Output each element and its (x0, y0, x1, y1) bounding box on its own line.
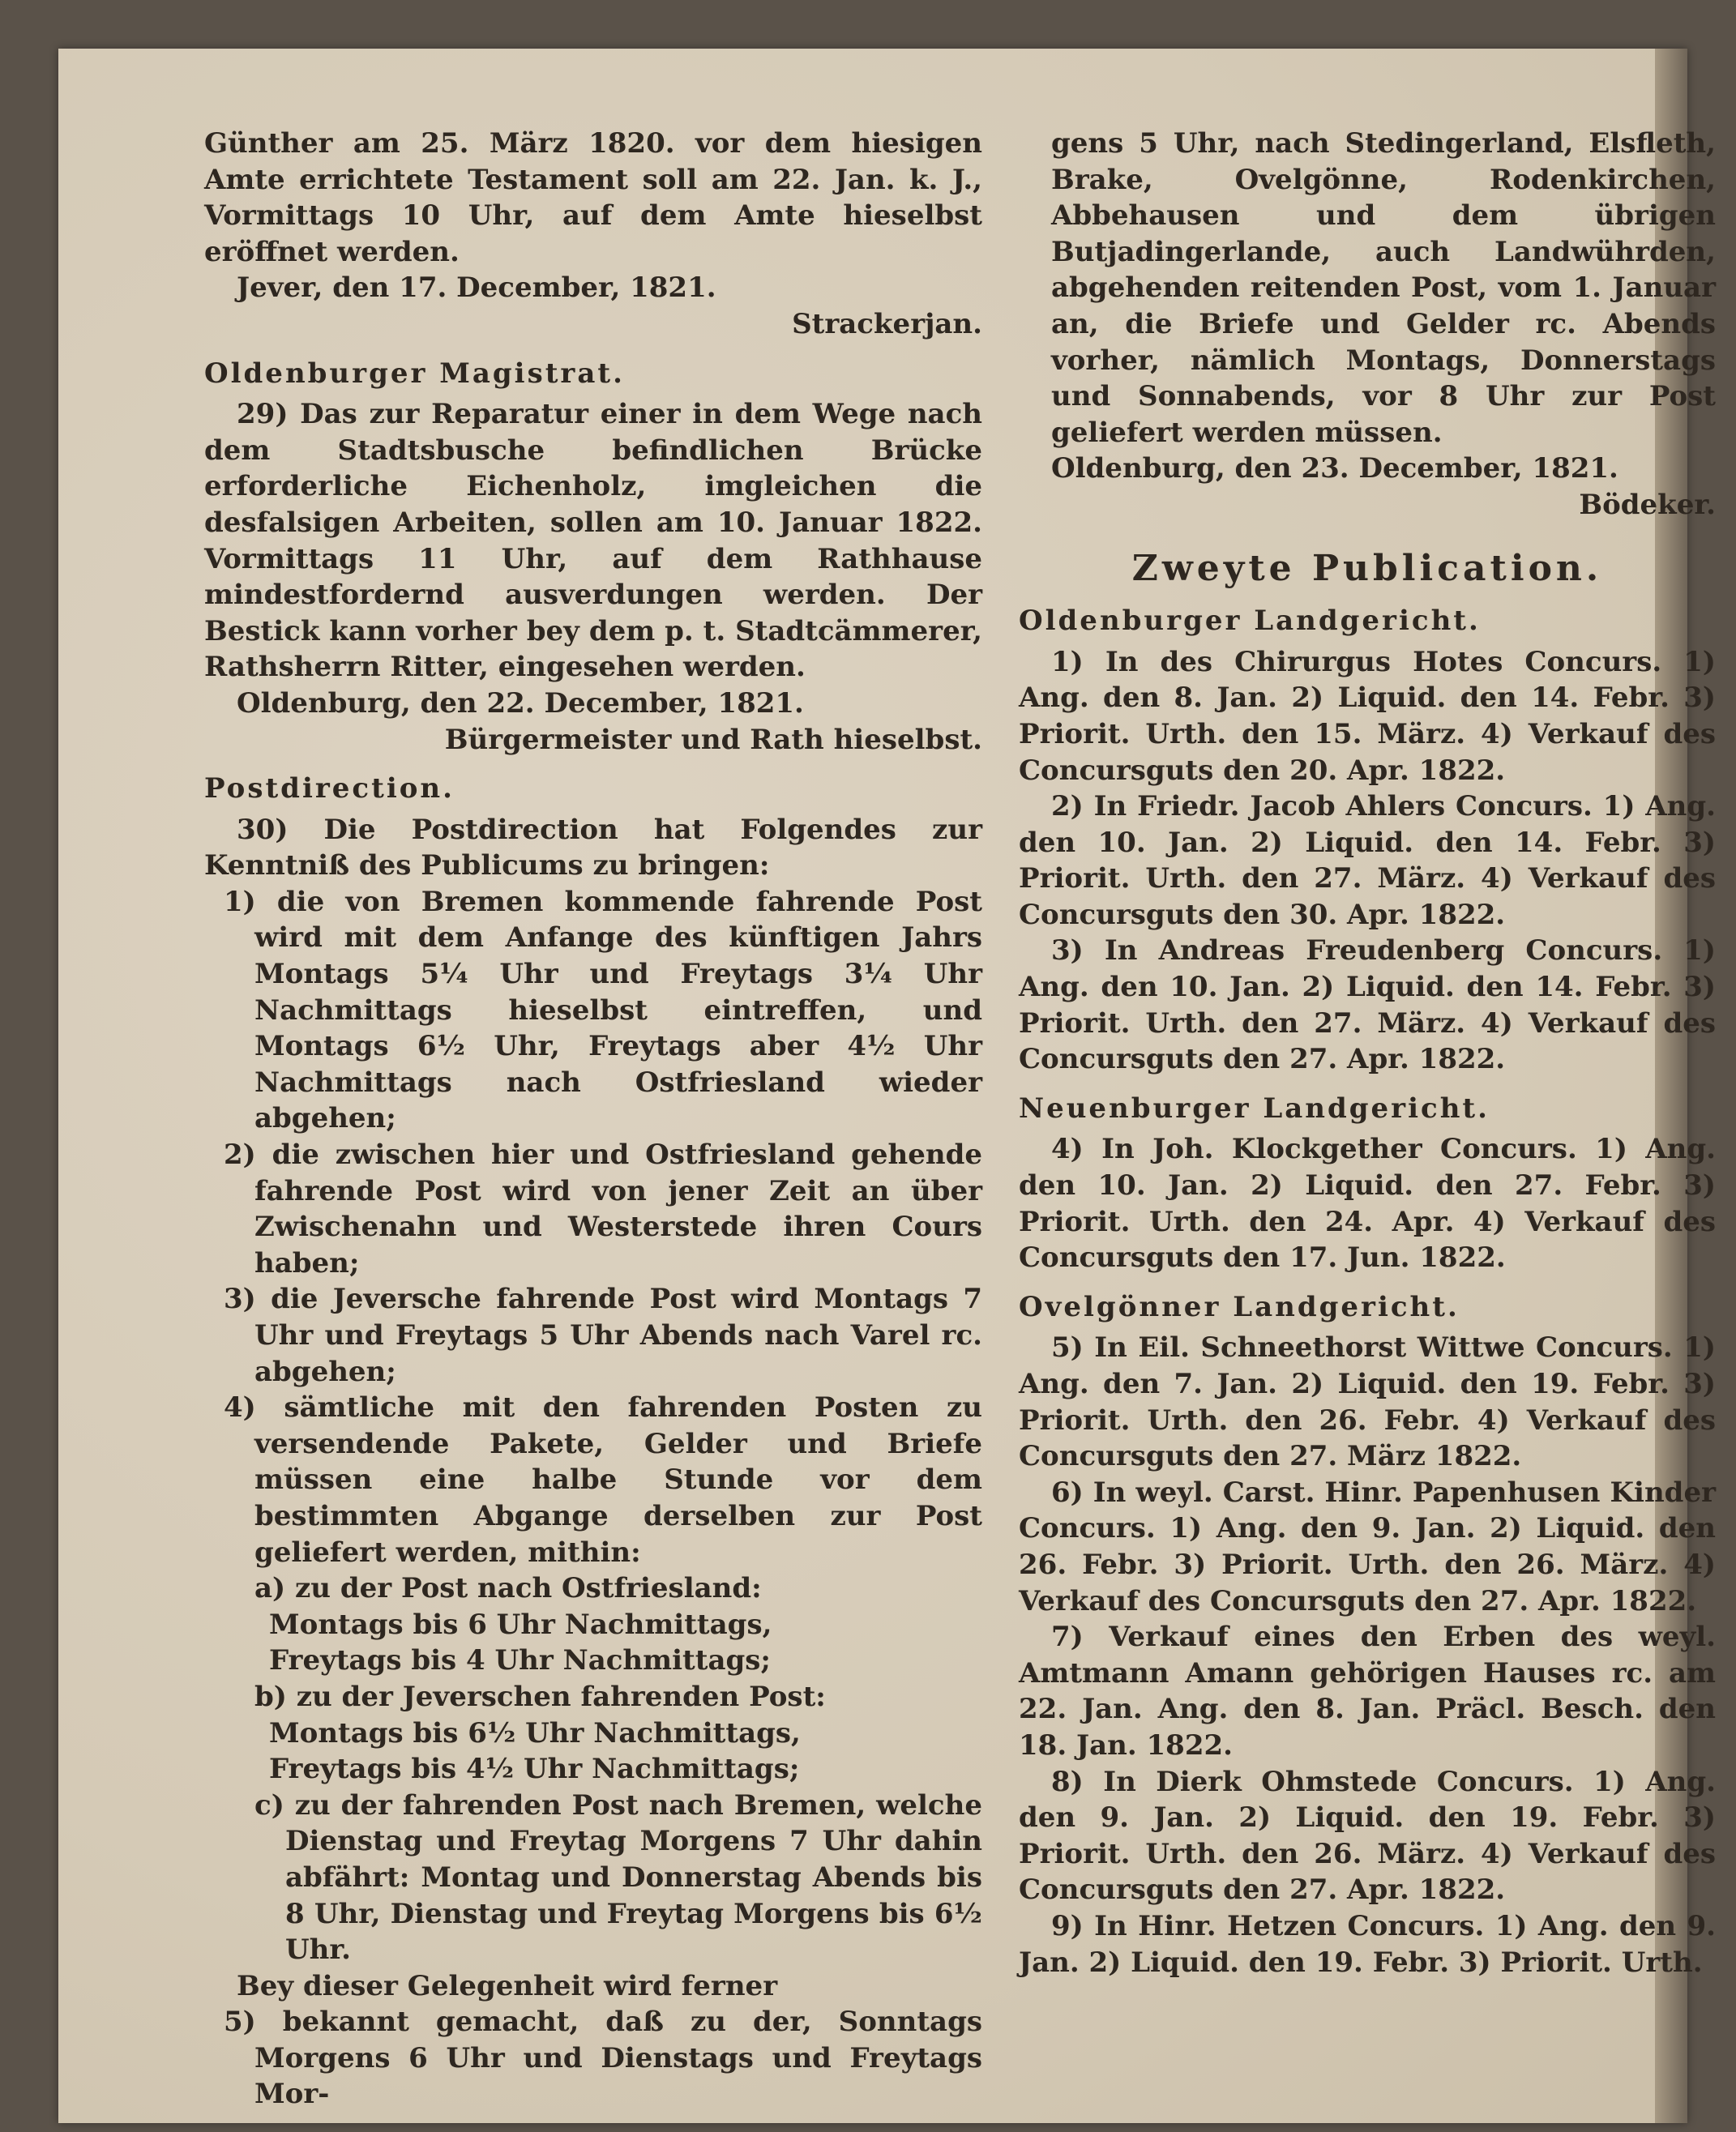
right-paragraph-2: Bödeker. (1579, 488, 1716, 521)
left-paragraph-6: Bürgermeister und Rath hieselbst. (444, 723, 982, 756)
right-paragraph-1: Oldenburg, den 23. December, 1821. (1051, 452, 1618, 485)
left-column (204, 126, 982, 2113)
right-paragraph-13: 7) Verkauf eines den Erben des weyl. Amtmann Amann gehörigen Hauses rc. am 22. Jan. Ang. den 8. Jan. Präcl. Besch. den 18. Jan. 1822. (1019, 1621, 1716, 1762)
right-paragraph-14: 8) In Dierk Ohmstede Concurs. 1) Ang. den 9. Jan. 2) Liquid. den 19. Febr. 3) Priorit. Urth. den 26. März. 4) Verkauf des Concursguts den 27. Apr. 1822. (1019, 1765, 1716, 1907)
right-paragraph-12: 6) In weyl. Carst. Hinr. Papenhusen Kinder Concurs. 1) Ang. den 9. Jan. 2) Liquid. den 26. Febr. 3) Priorit. Urth. den 26. März. 4) Verkauf des Concursguts den 27. Apr. 1822. (1019, 1476, 1716, 1617)
right-paragraph-11: 5) In Eil. Schneethorst Wittwe Concurs. 1) Ang. den 7. Jan. 2) Liquid. den 19. Febr. 3) Priorit. Urth. den 26. Febr. 4) Verkauf des Concursguts den 27. März 1822. (1019, 1331, 1716, 1473)
right-paragraph-10: Ovelgönner Landgericht. (1019, 1290, 1460, 1323)
left-paragraph-17: Montags bis 6½ Uhr Nachmittags, (269, 1716, 801, 1750)
right-paragraph-7: 3) In Andreas Freudenberg Concurs. 1) Ang. den 10. Jan. 2) Liquid. den 14. Febr. 3) Priorit. Urth. den 27. März. 4) Verkauf des Concursguts den 27. Apr. 1822. (1019, 934, 1716, 1076)
left-paragraph-0: Günther am 25. März 1820. vor dem hiesigen Amte errichtete Testament soll am 22. Jan. k. J., Vormittags 10 Uhr, auf dem Amte hieselbst eröffnet werden. (204, 127, 982, 268)
newspaper-page (58, 49, 1716, 2123)
right-paragraph-8: Neuenburger Landgericht. (1019, 1092, 1490, 1125)
left-paragraph-15: Freytags bis 4 Uhr Nachmittags; (269, 1644, 771, 1677)
left-paragraph-8: 30) Die Postdirection hat Folgendes zur Kenntniß des Publicums zu bringen: (204, 813, 982, 882)
right-paragraph-6: 2) In Friedr. Jacob Ahlers Concurs. 1) Ang. den 10. Jan. 2) Liquid. den 14. Febr. 3) Priorit. Urth. den 27. März. 4) Verkauf des Concursguts den 30. Apr. 1822. (1019, 790, 1716, 931)
left-paragraph-20: Bey dieser Gelegenheit wird ferner (237, 1969, 778, 2002)
right-paragraph-5: 1) In des Chirurgus Hotes Concurs. 1) Ang. den 8. Jan. 2) Liquid. den 14. Febr. 3) Priorit. Urth. den 15. März. 4) Verkauf des Concursguts den 20. Apr. 1822. (1019, 645, 1716, 787)
left-paragraph-13: a) zu der Post nach Ostfriesland: (254, 1572, 762, 1605)
left-paragraph-2: Strackerjan. (792, 307, 982, 340)
right-paragraph-4: Oldenburger Landgericht. (1019, 605, 1481, 638)
left-paragraph-11: 3) die Jeversche fahrende Post wird Montags 7 Uhr und Freytags 5 Uhr Abends nach Varel rc. abgehen; (224, 1283, 982, 1388)
left-paragraph-18: Freytags bis 4½ Uhr Nachmittags; (269, 1753, 800, 1786)
left-paragraph-14: Montags bis 6 Uhr Nachmittags, (269, 1608, 772, 1641)
left-paragraph-19: c) zu der fahrenden Post nach Bremen, welche Dienstag und Freytag Morgens 7 Uhr dahin abfährt: Montag und Donnerstag Abends bis 8 Uhr, Dienstag und Freytag Morgens bis 6½ Uhr. (254, 1788, 982, 1967)
left-paragraph-12: 4) sämtliche mit den fahrenden Posten zu versendende Pakete, Gelder und Briefe müssen eine halbe Stunde vor dem bestimmten Abgange derselben zur Post geliefert werden, mithin: (224, 1391, 982, 1569)
left-paragraph-1: Jever, den 17. December, 1821. (237, 271, 716, 305)
left-paragraph-7: Postdirection. (204, 772, 455, 805)
left-paragraph-9: 1) die von Bremen kommende fahrende Post wird mit dem Anfange des künftigen Jahrs Montags 5¼ Uhr und Freytags 3¼ Uhr Nachmittags hieselbst eintreffen, und Montags 6½ Uhr, Freytags aber 4½ Uhr Nachmittags nach Ostfriesland wieder abgehen; (224, 885, 982, 1135)
left-paragraph-5: Oldenburg, den 22. December, 1821. (237, 686, 804, 720)
left-paragraph-21: 5) bekannt gemacht, daß zu der, Sonntags Morgens 6 Uhr und Dienstags und Freytags Mor- (224, 2006, 982, 2111)
right-paragraph-3: Zweyte Publication. (1131, 547, 1603, 589)
left-paragraph-4: 29) Das zur Reparatur einer in dem Wege nach dem Stadtsbusche befindlichen Brücke erforderliche Eichenholz, imgleichen die desfalsigen Arbeiten, sollen am 10. Januar 1822. Vormittags 11 Uhr, auf dem Rathhause mindestfordernd ausverdungen werden. Der Bestick kann vorher bey dem p. t. Stadtcämmerer, Rathsherrn Ritter, eingesehen werden. (204, 398, 982, 684)
left-paragraph-3: Oldenburger Magistrat. (204, 357, 625, 390)
right-paragraph-0: gens 5 Uhr, nach Stedingerland, Elsfleth, Brake, Ovelgönne, Rodenkirchen, Abbehausen und dem übrigen Butjadingerlande, auch Landwührden, abgehenden reitenden Post, vom 1. Januar an, die Briefe und Gelder rc. Abends vorher, nämlich Montags, Donnerstags und Sonnabends, vor 8 Uhr zur Post geliefert werden müssen. (1051, 127, 1716, 449)
left-paragraph-10: 2) die zwischen hier und Ostfriesland gehende fahrende Post wird von jener Zeit an über Zwischenahn und Westerstede ihren Cours haben; (224, 1139, 982, 1280)
right-paragraph-9: 4) In Joh. Klockgether Concurs. 1) Ang. den 10. Jan. 2) Liquid. den 27. Febr. 3) Priorit. Urth. den 24. Apr. 4) Verkauf des Concursguts den 17. Jun. 1822. (1019, 1133, 1716, 1275)
right-column (1019, 126, 1716, 1980)
right-paragraph-15: 9) In Hinr. Hetzen Concurs. 1) Ang. den 9. Jan. 2) Liquid. den 19. Febr. 3) Priorit. Urth. (1019, 1909, 1716, 1979)
left-paragraph-16: b) zu der Jeverschen fahrenden Post: (254, 1680, 826, 1713)
